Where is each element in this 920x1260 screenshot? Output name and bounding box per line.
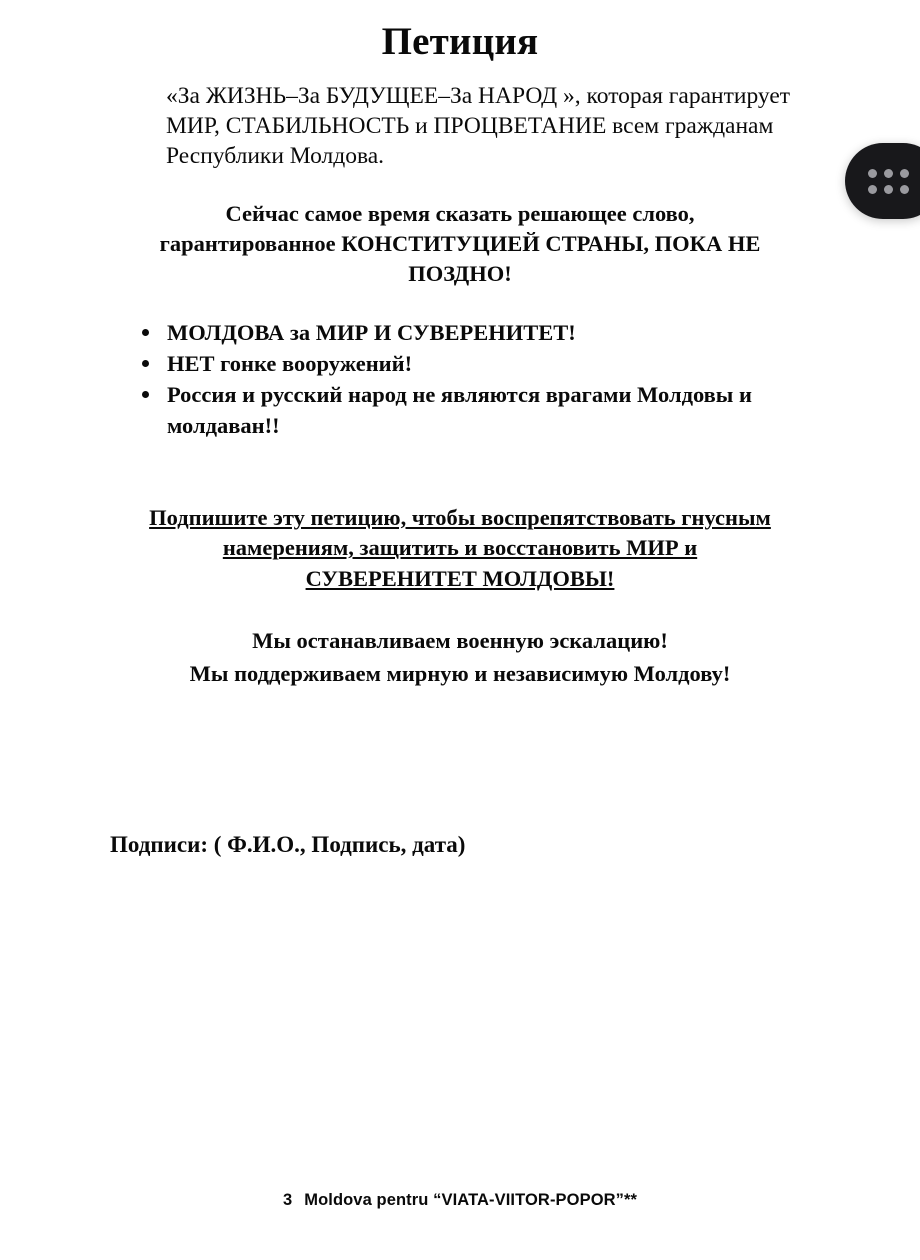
page-footer xyxy=(0,1191,920,1210)
footer-organization: Moldova pentru “VIATA-VIITOR-POPOR”** xyxy=(304,1191,638,1209)
call-to-action xyxy=(110,441,810,595)
bullet-icon xyxy=(142,360,149,367)
grid-dot xyxy=(868,185,877,194)
footer-page-number: 3 xyxy=(282,1191,293,1209)
grid-dot xyxy=(884,185,893,194)
signatures-label: Подписи: ( Ф.И.О., Подпись, дата) xyxy=(110,832,466,858)
apps-grid-button[interactable] xyxy=(845,143,920,219)
call-to-action-text: Подпишите эту петицию, чтобы воспрепятствовать гнусным намерениям, защитить и восстановить МИР и СУВЕРЕНИТЕТ МОЛДОВЫ! xyxy=(149,504,771,591)
closing-statement xyxy=(110,594,810,690)
bullet-icon xyxy=(142,391,149,398)
list-item-label: Россия и русский народ не являются врагами Молдовы и молдаван!! xyxy=(167,381,752,438)
intro-paragraph: «За ЖИЗНЬ–За БУДУЩЕЕ–За НАРОД », которая гарантирует МИР, СТАБИЛЬНОСТЬ и ПРОЦВЕТАНИЕ всем гражданам Республики Молдова. xyxy=(166,82,791,169)
page-title: Петиция xyxy=(381,20,539,63)
grid-apps-icon xyxy=(868,169,909,194)
demands-list xyxy=(110,289,810,441)
list-item-label: НЕТ гонке вооружений! xyxy=(167,350,413,376)
closing-line-1: Мы останавливаем военную эскалацию! xyxy=(252,628,668,654)
grid-dot xyxy=(900,185,909,194)
closing-line-2: Мы поддерживаем мирную и независимую Молдову! xyxy=(189,661,731,687)
grid-dot xyxy=(884,169,893,178)
list-item xyxy=(110,379,810,441)
list-item-label: МОЛДОВА за МИР И СУВЕРЕНИТЕТ! xyxy=(167,319,576,345)
list-item xyxy=(110,348,810,379)
grid-dot xyxy=(900,169,909,178)
grid-dot xyxy=(868,169,877,178)
petition-document xyxy=(110,0,810,860)
bullet-icon xyxy=(142,329,149,336)
list-item xyxy=(110,317,810,348)
urgency-statement: Сейчас самое время сказать решающее слово, гарантированное КОНСТИТУЦИЕЙ СТРАНЫ, ПОКА НЕ ПОЗДНО! xyxy=(159,200,761,286)
